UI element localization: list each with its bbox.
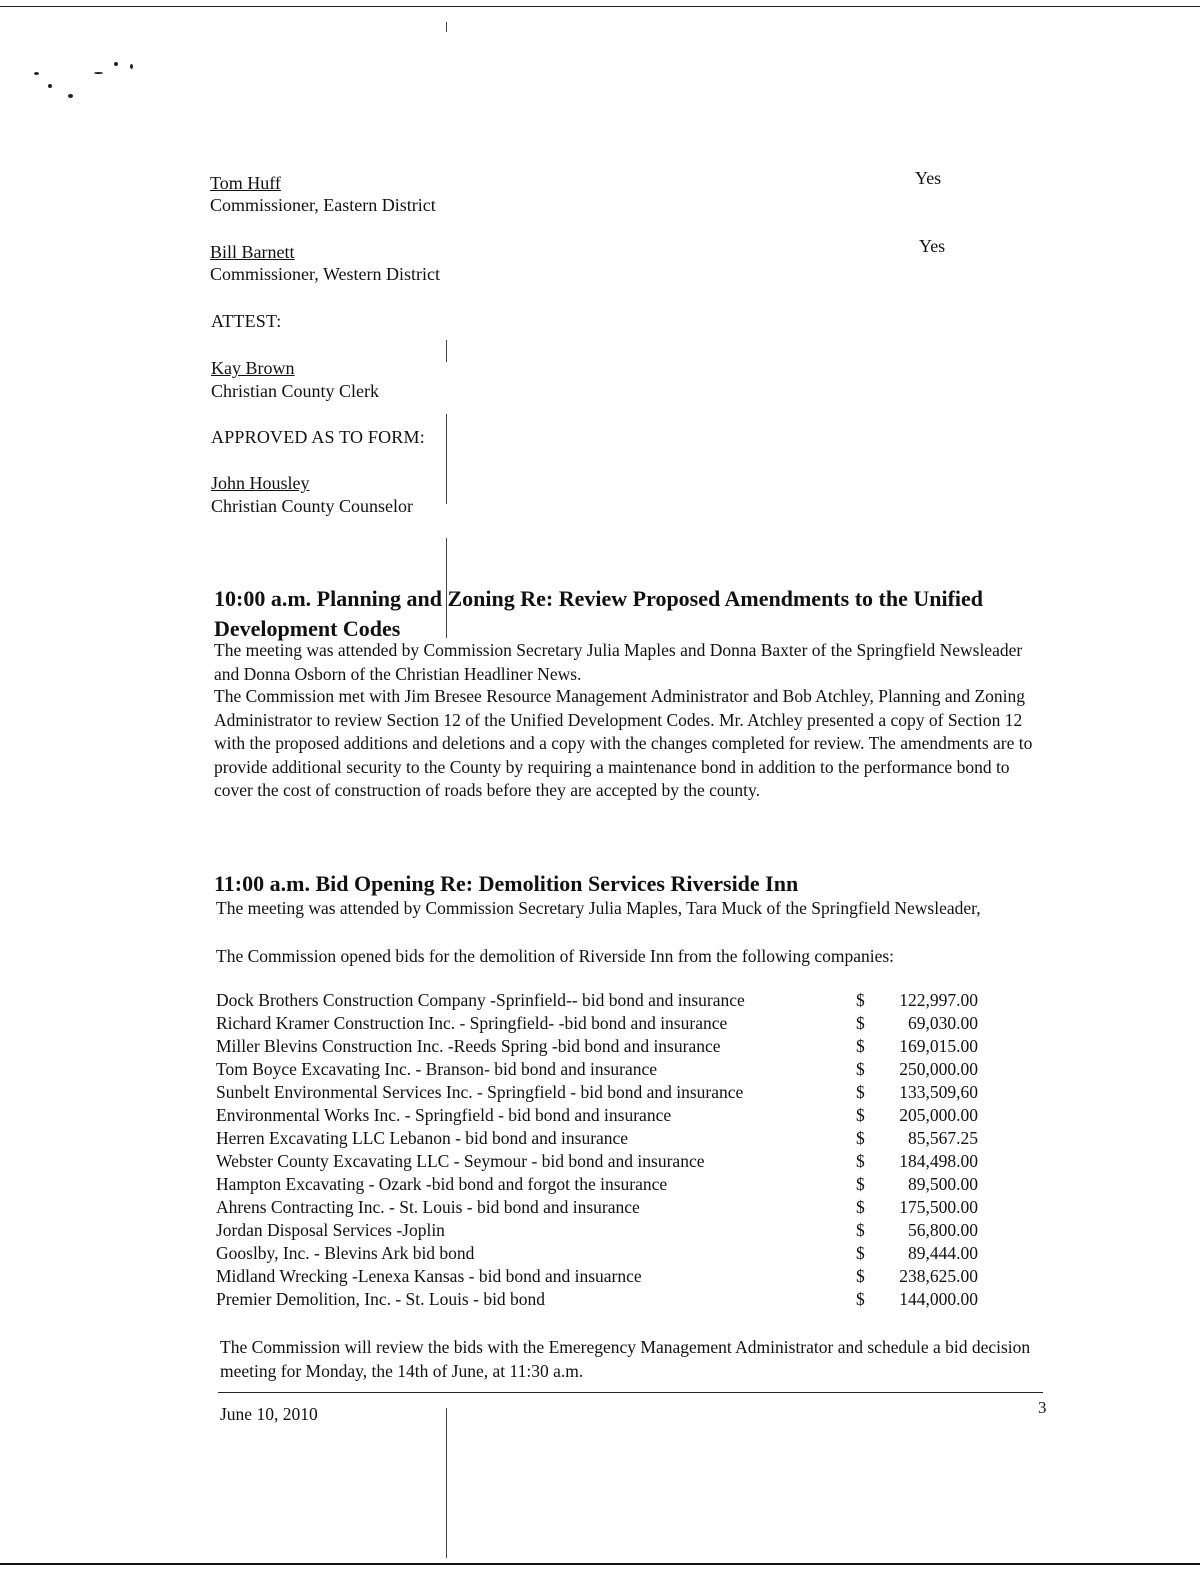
- bid-row: [216, 1035, 986, 1058]
- signer-name: Tom Huff: [210, 173, 281, 193]
- dollar-sign: $: [856, 990, 865, 1010]
- bid-company: Hampton Excavating - Ozark -bid bond and forgot the insurance: [216, 1174, 668, 1194]
- dollar-sign: $: [856, 1082, 865, 1102]
- bid-list: [216, 989, 986, 1311]
- dollar-sign: $: [856, 1289, 865, 1309]
- bid-row: [216, 1127, 986, 1150]
- dollar-sign: $: [856, 1151, 865, 1171]
- signer-name: Bill Barnett: [210, 242, 295, 262]
- bid-amount: 122,997.00: [899, 990, 978, 1010]
- dollar-sign: $: [856, 1128, 865, 1148]
- scan-artifact: [446, 340, 447, 362]
- bid-company: Dock Brothers Construction Company -Sprinfield-- bid bond and insurance: [216, 990, 745, 1010]
- bid-row: [216, 1104, 986, 1127]
- bids-intro: The Commission opened bids for the demolition of Riverside Inn from the following companies:: [216, 946, 895, 966]
- bid-amount: 184,498.00: [899, 1151, 978, 1171]
- footer-rule: [218, 1392, 1043, 1393]
- bid-company: Environmental Works Inc. - Springfield - bid bond and insurance: [216, 1105, 672, 1125]
- bid-company: Tom Boyce Excavating Inc. - Branson- bid bond and insurance: [216, 1059, 658, 1079]
- approved-label: APPROVED AS TO FORM:: [211, 427, 425, 447]
- bid-row: [216, 1288, 986, 1311]
- bid-company: Jordan Disposal Services -Joplin: [216, 1220, 445, 1240]
- bid-company: Sunbelt Environmental Services Inc. - Springfield - bid bond and insurance: [216, 1082, 744, 1102]
- bid-amount: 205,000.00: [899, 1105, 978, 1125]
- dollar-sign: $: [856, 1220, 865, 1240]
- section-heading: 11:00 a.m. Bid Opening Re: Demolition Services Riverside Inn: [214, 871, 799, 896]
- dollar-sign: $: [856, 1059, 865, 1079]
- bid-amount: 89,444.00: [908, 1243, 978, 1263]
- bid-amount: 133,509,60: [899, 1082, 978, 1102]
- attendance-paragraph: The meeting was attended by Commission Secretary Julia Maples and Donna Baxter of the Springfield Newsleader and Donna Osborn of the Christian Headliner News.: [214, 640, 1023, 684]
- bid-row: [216, 1012, 986, 1035]
- approved-name: John Housley: [211, 473, 310, 493]
- bid-amount: 169,015.00: [899, 1036, 978, 1056]
- attest-title: Christian County Clerk: [211, 381, 379, 401]
- vote: Yes: [919, 236, 946, 256]
- bid-company: Webster County Excavating LLC - Seymour - bid bond and insurance: [216, 1151, 705, 1171]
- bid-amount: 69,030.00: [908, 1013, 978, 1033]
- bid-row: [216, 1196, 986, 1219]
- attendance-paragraph: The meeting was attended by Commission Secretary Julia Maples, Tara Muck of the Springfield Newsleader,: [216, 898, 981, 918]
- bid-company: Ahrens Contracting Inc. - St. Louis - bid bond and insurance: [216, 1197, 640, 1217]
- page-number: 3: [1038, 1398, 1047, 1417]
- bid-company: Midland Wrecking -Lenexa Kansas - bid bond and insuarnce: [216, 1266, 642, 1286]
- attest-name: Kay Brown: [211, 358, 295, 378]
- scan-artifact: [446, 414, 447, 504]
- footer-date: June 10, 2010: [220, 1404, 318, 1424]
- signer-title: Commissioner, Eastern District: [210, 195, 436, 215]
- section-body: The Commission met with Jim Bresee Resource Management Administrator and Bob Atchley, Planning and Zoning Administrator to review Section 12 of the Unified Development Codes. Mr. Atchley presented a copy of Section 12 with the proposed additions and deletions and a copy with the changes completed for review. The amendments are to provide additional security to the County by requiring a maintenance bond in addition to the performance bond to cover the cost of construction of roads before they are accepted by the county.: [214, 686, 1033, 800]
- bid-row: [216, 1265, 986, 1288]
- scan-artifact: [446, 22, 447, 32]
- dollar-sign: $: [856, 1105, 865, 1125]
- section-heading: 10:00 a.m. Planning and Zoning Re: Review Proposed Amendments to the Unified: [214, 586, 984, 611]
- approved-title: Christian County Counselor: [211, 496, 413, 516]
- bid-row: [216, 989, 986, 1012]
- top-rule: [0, 6, 1200, 7]
- bid-amount: 89,500.00: [908, 1174, 978, 1194]
- bid-row: [216, 1219, 986, 1242]
- vote: Yes: [915, 168, 942, 188]
- scan-specks: [28, 56, 148, 106]
- bid-amount: 250,000.00: [899, 1059, 978, 1079]
- section-heading-continued: Development Codes: [214, 616, 401, 641]
- dollar-sign: $: [856, 1266, 865, 1286]
- bid-company: Richard Kramer Construction Inc. - Springfield- -bid bond and insurance: [216, 1013, 728, 1033]
- bottom-rule: [0, 1563, 1200, 1565]
- bid-amount: 175,500.00: [899, 1197, 978, 1217]
- dollar-sign: $: [856, 1013, 865, 1033]
- scan-artifact: [446, 1408, 447, 1558]
- bid-company: Gooslby, Inc. - Blevins Ark bid bond: [216, 1243, 475, 1263]
- dollar-sign: $: [856, 1197, 865, 1217]
- bid-row: [216, 1242, 986, 1265]
- dollar-sign: $: [856, 1036, 865, 1056]
- bid-amount: 238,625.00: [899, 1266, 978, 1286]
- bid-row: [216, 1081, 986, 1104]
- bid-row: [216, 1173, 986, 1196]
- bid-row: [216, 1058, 986, 1081]
- bid-amount: 144,000.00: [899, 1289, 978, 1309]
- bid-company: Premier Demolition, Inc. - St. Louis - bid bond: [216, 1289, 546, 1309]
- bid-company: Herren Excavating LLC Lebanon - bid bond and insurance: [216, 1128, 629, 1148]
- bid-row: [216, 1150, 986, 1173]
- signer-title: Commissioner, Western District: [210, 264, 440, 284]
- bid-amount: 56,800.00: [908, 1220, 978, 1240]
- closing-paragraph: The Commission will review the bids with the Emeregency Management Administrator and schedule a bid decision meeting for Monday, the 14th of June, at 11:30 a.m.: [220, 1337, 1031, 1381]
- dollar-sign: $: [856, 1243, 865, 1263]
- bid-amount: 85,567.25: [908, 1128, 978, 1148]
- bid-company: Miller Blevins Construction Inc. -Reeds Spring -bid bond and insurance: [216, 1036, 721, 1056]
- attest-label: ATTEST:: [211, 311, 282, 331]
- dollar-sign: $: [856, 1174, 865, 1194]
